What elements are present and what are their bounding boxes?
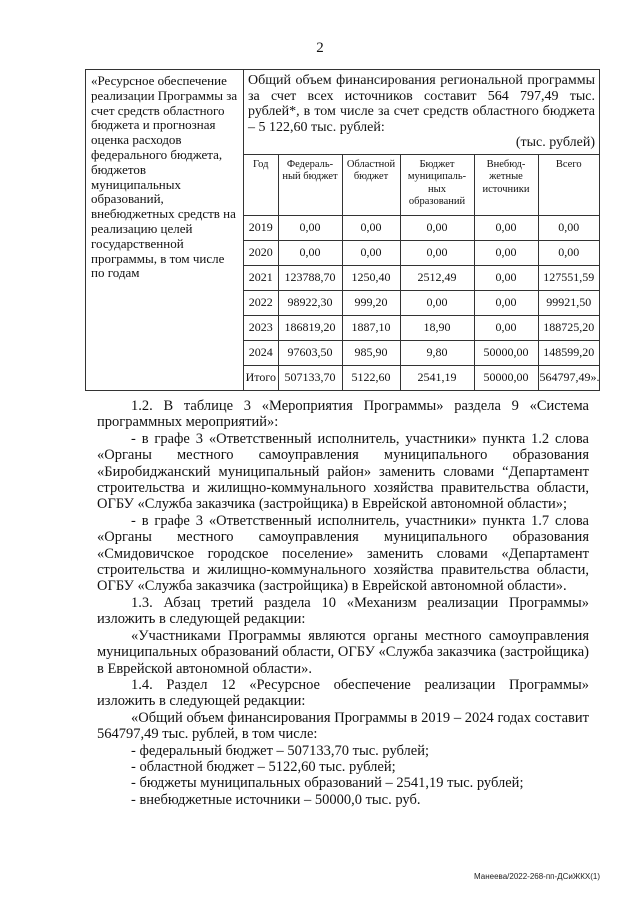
resource-content [244, 70, 600, 391]
cell-federal: 97603,50 [278, 340, 342, 365]
list-item: - бюджеты муниципальных образований – 2541,19 тыс. рублей; [131, 775, 524, 792]
cell-total: 148599,20 [538, 340, 599, 365]
resource-table [85, 69, 600, 391]
cell-extrabudget: 0,00 [474, 240, 538, 265]
cell-extrabudget: 0,00 [474, 315, 538, 340]
col-header-year: Год [244, 154, 278, 215]
cell-municipal: 0,00 [400, 215, 474, 240]
cell-regional: 985,90 [342, 340, 400, 365]
cell-municipal: 2512,49 [400, 265, 474, 290]
cell-year: 2024 [244, 340, 278, 365]
list-item: - федеральный бюджет – 507133,70 тыс. рублей; [131, 742, 430, 759]
cell-extrabudget: 0,00 [474, 265, 538, 290]
col-header-extrabudget: Внебюд-жетные источники [474, 154, 538, 215]
col-header-regional: Областной бюджет [342, 154, 400, 215]
cell-extrabudget: 50000,00 [474, 340, 538, 365]
paragraph: 1.3. Абзац третий раздела 10 «Механизм реализации Программы» изложить в следующей редакции: [97, 594, 589, 628]
col-header-total: Всего [538, 154, 599, 215]
cell-municipal: 9,80 [400, 340, 474, 365]
funding-by-year-table [244, 154, 599, 390]
cell-regional: 1887,10 [342, 315, 400, 340]
cell-municipal: 18,90 [400, 315, 474, 340]
funding-summary: Общий объем финансирования региональной программы за счет всех источников составит 564 797,49 тыс. рублей*, в том числе за счет средств областного бюджета – 5 122,60 тыс. рублей: [248, 73, 595, 135]
cell-year: 2019 [244, 215, 278, 240]
cell-federal: 186819,20 [278, 315, 342, 340]
cell-municipal: 2541,19 [400, 365, 474, 390]
amendment-text [97, 398, 589, 808]
cell-total: 188725,20 [538, 315, 599, 340]
paragraph: 1.2. В таблице 3 «Мероприятия Программы» раздела 9 «Система программных мероприятий»: [97, 398, 589, 431]
paragraph: «Общий объем финансирования Программы в 2019 – 2024 годах составит 564797,49 тыс. рублей, в том числе: [97, 709, 589, 743]
paragraph: «Участниками Программы являются органы местного самоуправления муниципальных образований области, ОГБУ «Служба заказчика (застройщика) в Еврейской автономной области». [97, 627, 589, 677]
cell-municipal: 0,00 [400, 290, 474, 315]
units-label: (тыс. рублей) [515, 135, 595, 150]
cell-regional: 1250,40 [342, 265, 400, 290]
table-row [244, 265, 599, 290]
paragraph: - в графе 3 «Ответственный исполнитель, участники» пункта 1.7 слова «Органы местного самоуправления муниципального образования «Смидовичское городское поселение» заменить словами «Департамент строительства и жилищно-коммунального хозяйства правительства области, ОГБУ «Служба заказчика (застройщика) в Еврейской автономной области». [97, 512, 589, 595]
cell-municipal: 0,00 [400, 240, 474, 265]
cell-federal: 0,00 [278, 215, 342, 240]
cell-regional: 5122,60 [342, 365, 400, 390]
paragraph: 1.4. Раздел 12 «Ресурсное обеспечение реализации Программы» изложить в следующей редакции: [97, 676, 589, 710]
cell-federal: 0,00 [278, 240, 342, 265]
table-row [244, 340, 599, 365]
cell-year: 2022 [244, 290, 278, 315]
table-row [244, 215, 599, 240]
cell-regional: 999,20 [342, 290, 400, 315]
table-row [244, 240, 599, 265]
paragraph: - в графе 3 «Ответственный исполнитель, участники» пункта 1.2 слова «Органы местного самоуправления муниципального образования «Биробиджанский муниципальный район» заменить словами “Департамент строительства и жилищно-коммунального хозяйства правительства области, ОГБУ «Служба заказчика (застройщика) в Еврейской автономной области»; [97, 430, 589, 513]
cell-total: 564797,49». [538, 365, 599, 390]
cell-total: 0,00 [538, 240, 599, 265]
page-number: 2 [316, 40, 324, 56]
cell-extrabudget: 0,00 [474, 215, 538, 240]
cell-year: 2021 [244, 265, 278, 290]
cell-federal: 98922,30 [278, 290, 342, 315]
list-item: - внебюджетные источники – 50000,0 тыс. руб. [131, 791, 421, 808]
cell-total: 127551,59 [538, 265, 599, 290]
cell-federal: 507133,70 [278, 365, 342, 390]
list-item: - областной бюджет – 5122,60 тыс. рублей; [131, 758, 396, 775]
footer-code: Манеева/2022-268-пп-ДСиЖКХ(1) [474, 872, 600, 881]
cell-total: 99921,50 [538, 290, 599, 315]
total-row [244, 365, 599, 390]
table-row [244, 315, 599, 340]
resource-label: «Ресурсное обеспечение реализации Программы за счет средств областного бюджета и прогнозная оценка расходов федерального бюджета, бюджетов муниципальных образований, внебюджетных средств на реализацию целей государственной программы, в том числе по годам [86, 70, 244, 391]
cell-regional: 0,00 [342, 215, 400, 240]
cell-year: 2020 [244, 240, 278, 265]
cell-regional: 0,00 [342, 240, 400, 265]
cell-extrabudget: 0,00 [474, 290, 538, 315]
col-header-municipal: Бюджет муниципаль-ных образований [400, 154, 474, 215]
cell-federal: 123788,70 [278, 265, 342, 290]
cell-extrabudget: 50000,00 [474, 365, 538, 390]
cell-year: Итого [244, 365, 278, 390]
cell-year: 2023 [244, 315, 278, 340]
cell-total: 0,00 [538, 215, 599, 240]
header-row [244, 154, 599, 215]
col-header-federal: Федераль-ный бюджет [278, 154, 342, 215]
table-row [244, 290, 599, 315]
